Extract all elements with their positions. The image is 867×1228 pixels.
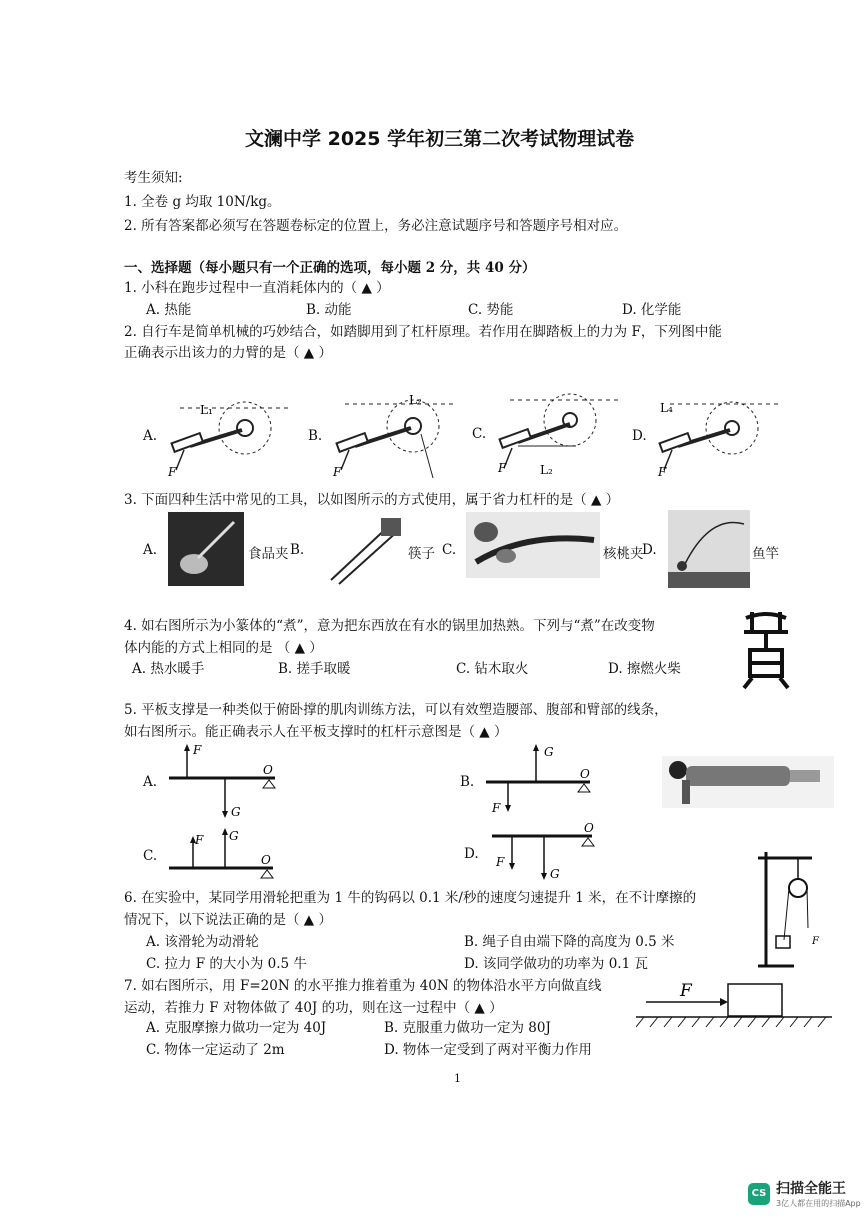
q2-figure-a: [160, 390, 295, 480]
q6-force-label: F: [812, 936, 819, 947]
q2-line-1: 2. 自行车是简单机械的巧妙结合，如踏脚用到了杠杆原理。若作用在脚踏板上的力为 F，下列图中能: [124, 324, 722, 340]
q3-name-c: 核桃夹: [603, 546, 644, 562]
q6-line-2: 情况下，以下说法正确的是（ ▲ ）: [124, 912, 332, 928]
q2-c-arm-label: L₂: [540, 463, 553, 477]
q2-b-arm-label: L₂: [409, 393, 422, 407]
q3-letter-b: B.: [290, 542, 305, 558]
q4-line-2: 体内能的方式上相同的是 （ ▲ ）: [124, 640, 323, 656]
q5-d-o-label: O: [584, 821, 594, 835]
q1-option-d: D. 化学能: [622, 302, 682, 318]
q5-label-b: B.: [460, 774, 475, 790]
q5-a-f-label: F: [193, 743, 202, 757]
q3-name-a: 食品夹: [248, 546, 289, 562]
seal-script-character-image: [738, 608, 794, 690]
q3-photo-food-tongs: [168, 512, 244, 586]
q7-option-c: C. 物体一定运动了 2m: [146, 1042, 285, 1058]
q7-line-1: 7. 如右图所示，用 F=20N 的水平推力推着重为 40N 的物体沿水平方向做直线: [124, 978, 602, 994]
q2-label-b: B.: [308, 428, 323, 444]
q2-c-force-label: F: [498, 461, 507, 475]
q4-option-c: C. 钻木取火: [456, 661, 529, 677]
q2-line-2: 正确表示出该力的力臂的是（ ▲ ）: [124, 345, 332, 361]
notice-item-1: 1. 全卷 g 均取 10N/kg。: [124, 194, 281, 210]
q2-figure-c: [490, 390, 625, 480]
q5-c-f-label: F: [195, 833, 204, 847]
q5-label-c: C.: [143, 848, 158, 864]
q2-figure-d: [650, 390, 780, 480]
q2-label-d: D.: [632, 428, 647, 444]
q7-option-d: D. 物体一定受到了两对平衡力作用: [384, 1042, 592, 1058]
q5-figure-d: [488, 818, 608, 882]
watermark-sub: 3亿人都在用的扫描App: [776, 1199, 861, 1208]
q6-option-b: B. 绳子自由端下降的高度为 0.5 米: [464, 934, 675, 950]
q5-c-o-label: O: [261, 853, 271, 867]
q5-d-g-label: G: [550, 867, 560, 881]
page-number: 1: [454, 1072, 461, 1085]
q3-letter-c: C.: [442, 542, 457, 558]
q3-photo-nutcracker: [466, 512, 600, 578]
q6-line-1: 6. 在实验中，某同学用滑轮把重为 1 牛的钩码以 0.1 米/秒的速度匀速提升 1 米，在不计摩擦的: [124, 890, 697, 906]
q5-label-a: A.: [143, 774, 158, 790]
section-heading: 一、选择题（每小题只有一个正确的选项，每小题 2 分，共 40 分）: [124, 260, 536, 276]
watermark-name: 扫描全能王: [776, 1181, 846, 1197]
q6-option-d: D. 该同学做功的功率为 0.1 瓦: [464, 956, 648, 972]
q3-figure-chopsticks: [325, 514, 415, 586]
q6-pulley-apparatus: [754, 848, 824, 972]
q1-option-b: B. 动能: [306, 302, 352, 318]
q5-a-o-label: O: [263, 763, 273, 777]
q5-b-f-label: F: [492, 801, 501, 815]
q5-a-g-label: G: [231, 805, 241, 819]
scanner-watermark: [748, 1178, 861, 1209]
q1-option-a: A. 热能: [146, 302, 192, 318]
q6-option-a: A. 该滑轮为动滑轮: [146, 934, 259, 950]
q2-label-c: C.: [472, 426, 487, 442]
q1-option-c: C. 势能: [468, 302, 514, 318]
q5-label-d: D.: [464, 846, 479, 862]
q4-option-b: B. 搓手取暖: [278, 661, 351, 677]
q2-d-arm-label: L₄: [660, 401, 673, 415]
q6-option-c: C. 拉力 F 的大小为 0.5 牛: [146, 956, 307, 972]
q2-figure-b: [325, 390, 460, 480]
q7-push-block-figure: [636, 972, 832, 1030]
q7-line-2: 运动，若推力 F 对物体做了 40J 的功，则在这一过程中（ ▲ ）: [124, 1000, 503, 1016]
q3-stem: 3. 下面四种生活中常见的工具，以如图所示的方式使用，属于省力杠杆的是（ ▲ ）: [124, 492, 620, 508]
q2-label-a: A.: [143, 428, 158, 444]
camscanner-logo-icon: CS: [748, 1183, 770, 1205]
notice-item-2: 2. 所有答案都必须写在答题卷标定的位置上，务必注意试题序号和答题序号相对应。: [124, 218, 628, 234]
q2-a-force-label: F: [168, 465, 177, 479]
q5-figure-c: [165, 820, 285, 880]
q3-photo-fishing-rod: [668, 510, 750, 588]
q2-d-force-label: F: [658, 465, 667, 479]
notice-heading: 考生须知:: [124, 170, 183, 186]
q4-option-d: D. 擦燃火柴: [608, 661, 681, 677]
page-title: 文澜中学 2025 学年初三第二次考试物理试卷: [245, 128, 635, 150]
q5-b-o-label: O: [580, 767, 590, 781]
q5-c-g-label: G: [229, 829, 239, 843]
q2-a-arm-label: L₁: [200, 403, 213, 417]
q5-figure-b: [482, 742, 602, 822]
q5-line-2: 如右图所示。能正确表示人在平板支撑时的杠杆示意图是（ ▲ ）: [124, 724, 508, 740]
q7-option-a: A. 克服摩擦力做功一定为 40J: [146, 1020, 327, 1036]
q1-stem: 1. 小科在跑步过程中一直消耗体内的（ ▲ ）: [124, 280, 390, 296]
q4-option-a: A. 热水暖手: [132, 661, 205, 677]
q5-d-f-label: F: [496, 855, 505, 869]
q5-photo-plank: [662, 756, 834, 808]
q3-name-d: 鱼竿: [752, 546, 779, 562]
q5-b-g-label: G: [544, 745, 554, 759]
q5-figure-a: [165, 742, 285, 822]
q3-letter-a: A.: [143, 542, 158, 558]
q3-name-b: 筷子: [408, 546, 435, 562]
q2-b-force-label: F: [333, 465, 342, 479]
q7-force-label: F: [680, 981, 692, 1001]
q7-option-b: B. 克服重力做功一定为 80J: [384, 1020, 551, 1036]
q3-letter-d: D.: [642, 542, 657, 558]
q5-line-1: 5. 平板支撑是一种类似于俯卧撑的肌肉训练方法，可以有效塑造腰部、腹部和臂部的线条，: [124, 702, 668, 718]
q4-line-1: 4. 如右图所示为小篆体的“煮”，意为把东西放在有水的锅里加热熟。下列与“煮”在改变物: [124, 618, 655, 634]
